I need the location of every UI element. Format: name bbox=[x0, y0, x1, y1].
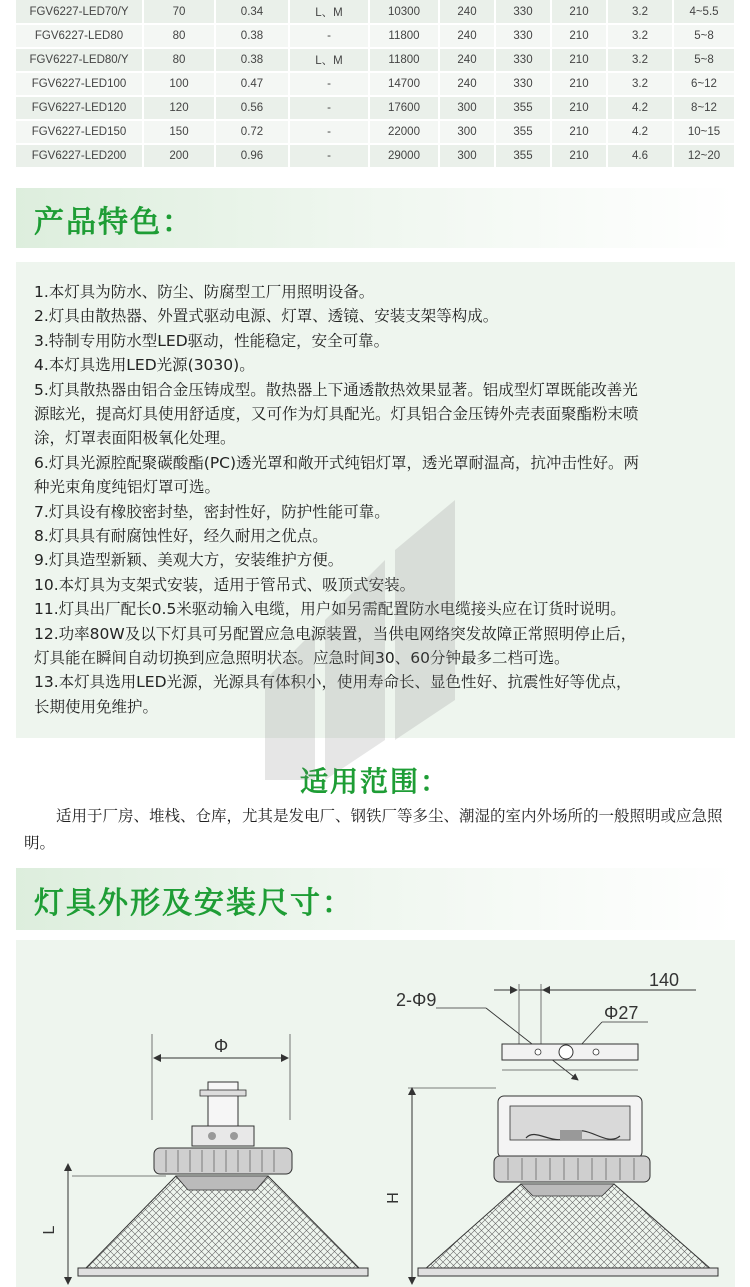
table-cell: 0.38 bbox=[215, 48, 289, 72]
feature-line: 10.本灯具为支架式安装，适用于管吊式、吸顶式安装。 bbox=[34, 575, 416, 594]
dimension-drawing bbox=[16, 940, 735, 1287]
table-cell: 330 bbox=[495, 24, 551, 48]
table-cell: FGV6227-LED80 bbox=[16, 24, 143, 48]
table-cell: - bbox=[289, 120, 369, 144]
spec-table bbox=[16, 0, 736, 169]
table-cell: 80 bbox=[143, 48, 215, 72]
feature-line: 长期使用免维护。 bbox=[34, 697, 159, 716]
right-lamp-drawing bbox=[408, 984, 718, 1284]
table-cell: 355 bbox=[495, 120, 551, 144]
feature-line: 2.灯具由散热器、外置式驱动电源、灯罩、透镜、安装支架等构成。 bbox=[34, 307, 499, 326]
table-cell: 4.2 bbox=[607, 96, 673, 120]
dimensions-title: 灯具外形及安装尺寸： bbox=[34, 886, 354, 921]
right-pipe-label: Φ27 bbox=[604, 1003, 639, 1023]
table-cell: 150 bbox=[143, 120, 215, 144]
feature-line: 3.特制专用防水型LED驱动，性能稳定，安全可靠。 bbox=[34, 331, 390, 350]
feature-line: 5.灯具散热器由铝合金压铸成型。散热器上下通透散热效果显著。铝成型灯罩既能改善光 bbox=[34, 380, 638, 399]
table-cell: 210 bbox=[551, 0, 607, 24]
table-cell: - bbox=[289, 24, 369, 48]
table-cell: 355 bbox=[495, 144, 551, 168]
feature-line: 11.灯具出厂配长0.5米驱动输入电缆，用户如另需配置防水电缆接头应在订货时说明。 bbox=[34, 600, 626, 619]
table-cell: 210 bbox=[551, 72, 607, 96]
feature-line: 7.灯具设有橡胶密封垫，密封性好，防护性能可靠。 bbox=[34, 502, 390, 521]
feature-line: 6.灯具光源腔配聚碳酸酯(PC)透光罩和敞开式纯铝灯罩，透光罩耐温高，抗冲击性好。两 bbox=[34, 453, 640, 472]
feature-line: 源眩光，提高灯具使用舒适度，又可作为灯具配光。灯具铝合金压铸外壳表面聚酯粉末喷 bbox=[34, 405, 639, 423]
table-cell: 100 bbox=[143, 72, 215, 96]
feature-line: 涂，灯罩表面阳极氧化处理。 bbox=[34, 429, 236, 448]
table-cell: FGV6227-LED120 bbox=[16, 96, 143, 120]
table-cell: 5~8 bbox=[673, 24, 735, 48]
table-cell: 355 bbox=[495, 96, 551, 120]
table-cell: 300 bbox=[439, 120, 495, 144]
table-cell: - bbox=[289, 96, 369, 120]
table-cell: 5~8 bbox=[673, 48, 735, 72]
left-length-label: L bbox=[41, 1225, 58, 1235]
feature-line: 灯具能在瞬间自动切换到应急照明状态。应急时间30、60分钟最多二档可选。 bbox=[34, 649, 570, 667]
table-cell: 17600 bbox=[369, 96, 439, 120]
feature-line: 种光束角度纯铝灯罩可选。 bbox=[34, 478, 221, 497]
table-cell: 210 bbox=[551, 48, 607, 72]
table-cell: FGV6227-LED200 bbox=[16, 144, 143, 168]
table-row bbox=[16, 24, 735, 48]
table-cell: 6~12 bbox=[673, 72, 735, 96]
table-cell: - bbox=[289, 72, 369, 96]
table-cell: 240 bbox=[439, 48, 495, 72]
table-cell: 240 bbox=[439, 72, 495, 96]
table-cell: 0.38 bbox=[215, 24, 289, 48]
table-cell: FGV6227-LED80/Y bbox=[16, 48, 143, 72]
table-row bbox=[16, 120, 735, 144]
table-cell: 3.2 bbox=[607, 0, 673, 24]
table-row bbox=[16, 72, 735, 96]
dimensions-header-band bbox=[16, 868, 735, 930]
table-cell: 240 bbox=[439, 0, 495, 24]
feature-line: 4.本灯具选用LED光源(3030)。 bbox=[34, 356, 255, 375]
table-cell: 10300 bbox=[369, 0, 439, 24]
table-cell: FGV6227-LED100 bbox=[16, 72, 143, 96]
table-cell: 80 bbox=[143, 24, 215, 48]
features-title: 产品特色： bbox=[34, 205, 194, 240]
table-cell: 210 bbox=[551, 120, 607, 144]
scope-text: 适用于厂房、堆栈、仓库，尤其是发电厂、钢铁厂等多尘、潮湿的室内外场所的一般照明或应急照明。 bbox=[24, 807, 723, 852]
table-cell: 0.56 bbox=[215, 96, 289, 120]
left-diameter-label: Φ bbox=[213, 1036, 229, 1056]
table-cell: 10~15 bbox=[673, 120, 735, 144]
table-row bbox=[16, 48, 735, 72]
feature-line: 12.功率80W及以下灯具可另配置应急电源装置，当供电网络突发故障正常照明停止后， bbox=[34, 624, 637, 643]
left-lamp-drawing bbox=[68, 1034, 368, 1284]
table-cell: 3.2 bbox=[607, 24, 673, 48]
table-cell: 11800 bbox=[369, 24, 439, 48]
table-cell: 3.2 bbox=[607, 72, 673, 96]
table-cell: 70 bbox=[143, 0, 215, 24]
table-cell: 330 bbox=[495, 48, 551, 72]
table-cell: 300 bbox=[439, 96, 495, 120]
table-cell: 3.2 bbox=[607, 48, 673, 72]
table-cell: 0.72 bbox=[215, 120, 289, 144]
table-cell: 12~20 bbox=[673, 144, 735, 168]
feature-line: 1.本灯具为防水、防尘、防腐型工厂用照明设备。 bbox=[34, 283, 375, 301]
right-height-label: H bbox=[385, 1192, 402, 1204]
right-holes-label: 2-Φ9 bbox=[396, 990, 437, 1010]
table-cell: 11800 bbox=[369, 48, 439, 72]
table-cell: 0.96 bbox=[215, 144, 289, 168]
feature-line: 13.本灯具选用LED光源，光源具有体积小，使用寿命长、显色性好、抗震性好等优点， bbox=[34, 673, 632, 692]
table-row bbox=[16, 0, 735, 24]
table-cell: 330 bbox=[495, 0, 551, 24]
table-cell: 29000 bbox=[369, 144, 439, 168]
table-cell: L、M bbox=[289, 48, 369, 72]
table-cell: 330 bbox=[495, 72, 551, 96]
table-cell: 0.47 bbox=[215, 72, 289, 96]
table-cell: 240 bbox=[439, 24, 495, 48]
table-cell: 0.34 bbox=[215, 0, 289, 24]
feature-line: 9.灯具造型新颖、美观大方，安装维护方便。 bbox=[34, 551, 344, 570]
table-row bbox=[16, 144, 735, 168]
table-row bbox=[16, 96, 735, 120]
table-cell: 4~5.5 bbox=[673, 0, 735, 24]
dimension-drawing-area bbox=[16, 940, 735, 1287]
table-cell: 300 bbox=[439, 144, 495, 168]
table-cell: FGV6227-LED70/Y bbox=[16, 0, 143, 24]
table-cell: 14700 bbox=[369, 72, 439, 96]
right-width-label: 140 bbox=[648, 970, 680, 990]
table-cell: 210 bbox=[551, 24, 607, 48]
table-cell: 8~12 bbox=[673, 96, 735, 120]
table-cell: 210 bbox=[551, 96, 607, 120]
table-cell: 120 bbox=[143, 96, 215, 120]
table-cell: 4.2 bbox=[607, 120, 673, 144]
table-cell: - bbox=[289, 144, 369, 168]
table-cell: L、M bbox=[289, 0, 369, 24]
feature-line: 8.灯具具有耐腐蚀性好，经久耐用之优点。 bbox=[34, 527, 328, 545]
scope-title: 适用范围： bbox=[299, 765, 450, 798]
table-cell: 4.6 bbox=[607, 144, 673, 168]
table-cell: 200 bbox=[143, 144, 215, 168]
table-cell: 210 bbox=[551, 144, 607, 168]
features-box bbox=[16, 262, 735, 738]
table-cell: 22000 bbox=[369, 120, 439, 144]
table-cell: FGV6227-LED150 bbox=[16, 120, 143, 144]
features-header-band bbox=[16, 188, 735, 248]
